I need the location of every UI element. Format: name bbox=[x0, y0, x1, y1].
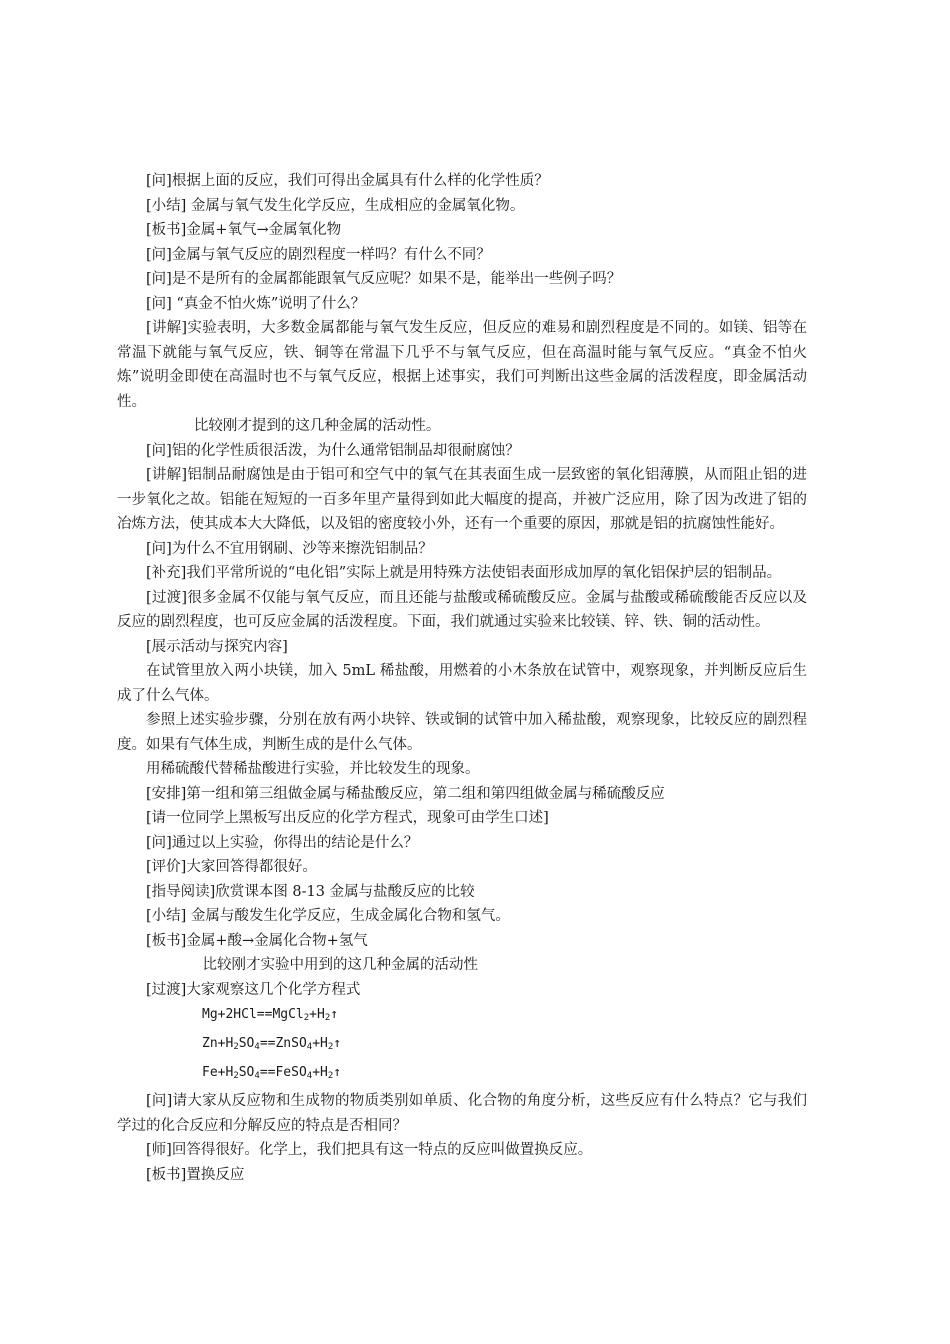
paragraph: [讲解]实验表明，大多数金属都能与氧气发生反应，但反应的难易和剧烈程度是不同的。如镁、铝等在常温下就能与氧气反应，铁、铜等在常温下几乎不与氧气反应，但在高温时能与氧气反应。“真金不怕火炼”说明金即使在高温时也不与氧气反应，根据上述事实，我们可判断出这些金属的活泼程度，即金属活动性。 bbox=[117, 320, 807, 410]
paragraph: 在试管里放入两小块镁，加入 5mL 稀盐酸，用燃着的小木条放在试管中，观察现象，并判断反应后生成了什么气体。 bbox=[117, 663, 807, 704]
paragraph: [问]为什么不宜用钢刷、沙等来擦洗铝制品？ bbox=[146, 540, 433, 557]
document-body bbox=[117, 169, 807, 1187]
paragraph: [补充]我们平常所说的“电化铝”实际上就是用特殊方法使铝表面形成加厚的氧化铝保护层的铝制品。 bbox=[146, 565, 782, 581]
paragraph: [问]通过以上实验，你得出的结论是什么？ bbox=[146, 834, 419, 851]
paragraph: [问]根据上面的反应，我们可得出金属具有什么样的化学性质？ bbox=[146, 173, 549, 189]
paragraph: 参照上述实验步骤，分别在放有两小块锌、铁或铜的试管中加入稀盐酸，观察现象，比较反应的剧烈程度。如果有气体生成，判断生成的是什么气体。 bbox=[117, 712, 807, 753]
paragraph: [请一位同学上黑板写出反应的化学方程式，现象可由学生口述] bbox=[146, 810, 549, 826]
paragraph: [评价]大家回答得都很好。 bbox=[146, 859, 317, 875]
paragraph: [小结] 金属与酸发生化学反应，生成金属化合物和氢气。 bbox=[146, 908, 510, 924]
paragraph: 用稀硫酸代替稀盐酸进行实验，并比较发生的现象。 bbox=[146, 761, 480, 777]
paragraph: [问]请大家从反应物和生成物的物质类别如单质、化合物的角度分析，这些反应有什么特点？它与我们学过的化合反应和分解反应的特点是否相同？ bbox=[117, 1093, 807, 1134]
chemical-equation: $Zn+H_2SO_4==ZnSO_4+H_2↑$ bbox=[202, 1036, 342, 1052]
paragraph: [问] “真金不怕火炼”说明了什么？ bbox=[146, 295, 366, 312]
chemical-equation: $Mg+2HCl==MgCl_2+H_2↑$ bbox=[202, 1007, 339, 1023]
paragraph: 比较刚才实验中用到的这几种金属的活动性 bbox=[202, 957, 479, 973]
paragraph: [展示活动与探究内容] bbox=[146, 638, 288, 655]
paragraph: [过渡]很多金属不仅能与氧气反应，而且还能与盐酸或稀硫酸反应。金属与盐酸或稀硫酸能否反应以及反应的剧烈程度，也可反应金属的活泼程度。下面，我们就通过实验来比较镁、锌、铁、铜的活动性。 bbox=[117, 589, 807, 630]
chemical-equation: $Fe+H_2SO_4==FeSO_4+H_2↑$ bbox=[202, 1065, 342, 1081]
paragraph: [板书]置换反应 bbox=[146, 1166, 245, 1183]
paragraph: [师]回答得很好。化学上，我们把具有这一特点的反应叫做置换反应。 bbox=[146, 1142, 593, 1158]
paragraph: 比较刚才提到的这几种金属的活动性。 bbox=[193, 418, 441, 434]
paragraph: [板书]金属+氧气→金属氧化物 bbox=[146, 222, 342, 238]
paragraph: [指导阅读]欣赏课本图 8-13 金属与盐酸反应的比较 bbox=[146, 883, 475, 900]
paragraph: [问]是不是所有的金属都能跟氧气反应呢？如果不是，能举出一些例子吗？ bbox=[146, 271, 622, 287]
paragraph: [板书]金属+酸→金属化合物+氢气 bbox=[146, 932, 368, 949]
paragraph: [问]铝的化学性质很活泼，为什么通常铝制品却很耐腐蚀？ bbox=[146, 442, 520, 459]
paragraph: [小结] 金属与氧气发生化学反应，生成相应的金属氧化物。 bbox=[146, 197, 525, 214]
paragraph: [讲解]铝制品耐腐蚀是由于铝可和空气中的氧气在其表面生成一层致密的氧化铝薄膜，从而阻止铝的进一步氧化之故。铝能在短短的一百多年里产量得到如此大幅度的提高，并被广泛应用，除了因为改进了铝的冶炼方法，使其成本大大降低，以及铝的密度较小外，还有一个重要的原因，那就是铝的抗腐蚀性能好。 bbox=[117, 467, 807, 532]
paragraph: [安排]第一组和第三组做金属与稀盐酸反应，第二组和第四组做金属与稀硫酸反应 bbox=[146, 785, 665, 802]
paragraph: [过渡]大家观察这几个化学方程式 bbox=[146, 981, 361, 998]
paragraph: [问]金属与氧气反应的剧烈程度一样吗？有什么不同？ bbox=[146, 246, 491, 263]
